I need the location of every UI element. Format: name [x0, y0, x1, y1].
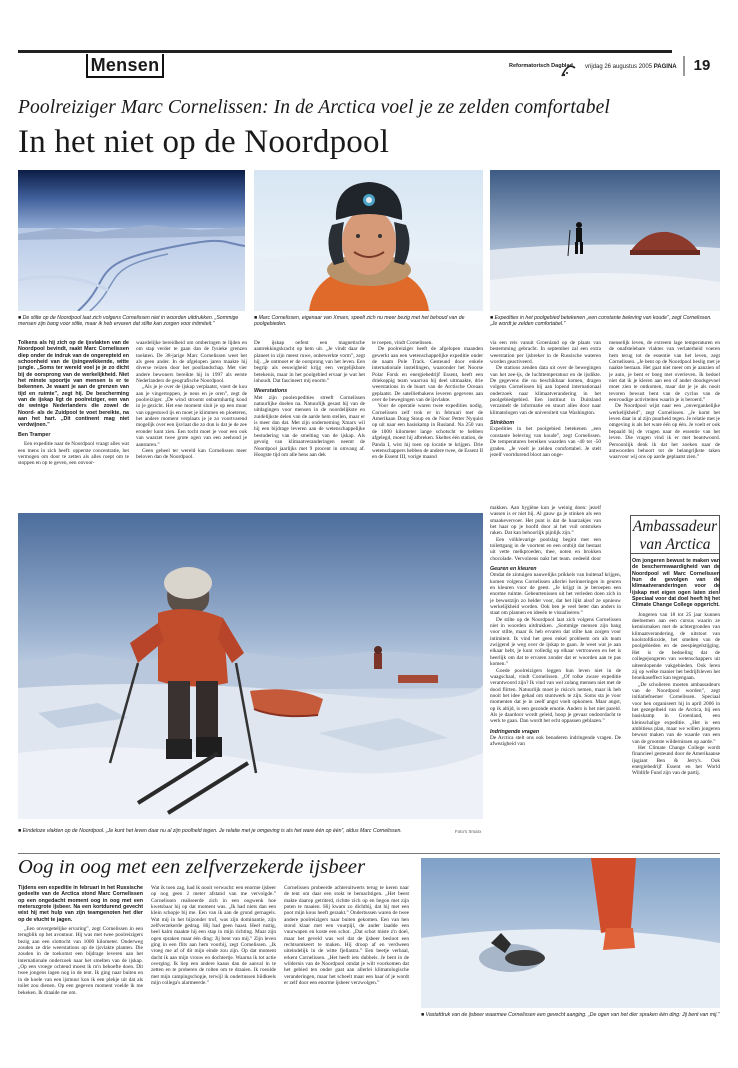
sidebar-body	[632, 558, 720, 848]
paragraph: via een reis vanuit Groenland op de plaats van bestemming gebracht. In september zal een extra weerstation per ijsbreker in de Russische wateren worden geactiveerd.	[490, 340, 601, 366]
page-number: 19	[683, 56, 719, 76]
subheading: Weerstations	[254, 388, 288, 395]
caption-text: Vastafdruk van de ijsbeer waarmee Cornelissen een gevecht aanging. „De ogen van het dier spraken één ding: Jij bent van mij.”	[425, 1012, 720, 1018]
photo-bear-paw	[421, 858, 720, 1008]
article-lead: Tolkens als hij zich op de ijsvlakten van de Noordpool bevindt, raakt Marc Cornelissen diep onder de indruk van de ongerepteid en schoonheid van de ijsingewikkende, witte jungle. „Soms ter wereld voel je je zo dicht bij de oorsprong van de werkelijkheid. Niet het minste spoortje van mensen is er te bekennen. Je waant je aan de grenzen van tijd en ruimte”, zegt hij. De bescherming van de ijskap ligt de poolreiziger, een van de weinige Nederlanders die zowel de Noord- als de Zuidpool te voet bereikte, na aan het hart. „Dit continent mag niet verdwijnen.”	[18, 340, 129, 429]
section-title: Mensen	[86, 54, 164, 78]
date-text: vrijdag 26 augustus 2005	[585, 64, 653, 70]
paragraph: De ijskap oefent een magnetische aantrekkingskracht op hem uit. „Je vindt daar de planeet in zijn meest ruwe, onbewerkte vorm”, zegt hij. „Je ontmoet er de oorsprong van het leven. Een begrip als eeuwigheid krijg een vergelijkbare betekenis, maar in het poolgebied ervaar je wat het inhoudt. Dat fascineert mij enorm.”	[254, 340, 365, 385]
caption-text: Marc Cornelissen, eigenaar van Xmarx, speelt zich nu meer bezig met het behoud van de poolgebieden.	[254, 315, 465, 328]
paragraph: De Arctica stelt ons ook benaderen indringende vragen. De afwezigheid van	[490, 734, 621, 748]
article-column-7	[490, 562, 621, 848]
second-story-column-3	[284, 885, 409, 1055]
paragraph: makken. Aan hygiëne kun je weinig doen: jezelf wassen is er niet bij. Al gauw ga je stinken als een smaakevervoer. Het punt is dat de haarzakjes van het haar op je hoofd door al het vuil ontstoken raken. Dat kan behoorlijk pijnlijk zijn.”	[490, 505, 601, 537]
paragraph: Het Climate Change College wordt financieel gesteund door de Amerikaanse ijsgiant Ben & Jerry's. Ook energiebedrijf Essent en het World Wildlife Fund zijn van de partij.	[632, 744, 720, 777]
paragraph: „Als je je over de ijskap verplaatst, voert de kou aan je vingertoppen, je neus en je oren”, zegt de poolreiziger. „De wind stroomt onbarmhartig koud in je gezicht. Het ene moment sluit je op een muur van opgestuwd ijs en moet je klimmen en ploeteren, het andere moment verplaats je je zo voortvarend mogelijk over een ijsvlaat die zo dun is dat je de zee eronder kunt zien. Een tocht moet je voor een ook van waarzet twee grote ogen van een zeehond je aanstaren.”	[136, 384, 247, 448]
photo-portrait	[254, 170, 483, 311]
paragraph: De stations zenden data uit over de bewegingen van het zee-ijs, de luchttemperatuur en de ijsdikte. De gegevens die nu beschikbaar komen, dragen volgens Cornelissen bij aan lopend internationaal onderzoek naar klimaatverandering in het poolgebiedgebied. Een instituut in Duitsland verzamelt de informatie en stuurt alles door naar klimatologen van de universiteit van Washington.	[490, 365, 601, 416]
paragraph: „De scholieren moeten ambassadeurs van de Noordpool worden”, zegt initiatiefnemer Cornelissen. Speciaal voor hen organiseert hij in april 2006 in het gezegelheid van de Arctica, bij een basiskamp in Groenland, een kleinschalige expeditie. „Het is een ambitieus plan, maar we willen jongeren bewust maken van de waarde van een van de grootste wildernissen op aarde.”	[632, 681, 720, 745]
paragraph: „Een onvergetelijke ervaring”, zegt Cornelissen in een terugblik op het avontuur. Hij was met twee poolreizigers bezig aan een slottocht van 1000 kilometer. Onderweg zouden ze drie weerstations op de ijsvlakte planten. Die zouden in de toekomst een bijdrage leveren aan het internationale onderzoek naar het smelten van de ijskap. „Op een vroege ochtend moest ik m'n behoefte doen. Dit twee jongens lagen nog in de tent. Ik ging naar buiten en in de koele van een ijsmuur kon ik een plekje uit dat als toilet zou dienen. Op een gegeven moment voelde ik me bekeken. Ik draaide me om.	[18, 926, 143, 996]
caption-text: Expedities in het poolgebied betekenen „een constante beleving van koude”, zegt Cornelissen. „Je wordt je zelden comfortabel.”	[490, 315, 712, 328]
second-story-column-2	[151, 885, 276, 1055]
article-column-3	[254, 340, 365, 505]
photo-camp	[490, 170, 720, 311]
paragraph: De stilte op de Noordpool laat zich volgens Cornelissen niet in woorden uitdrukken. „Sommige mensen zijn bang voor stilte, maar ik heb ervaren dat stilte kan zorgen voor intimiteit. Ik vind het geen enkel probleem om als team zwijgend je weg over de ijskap te gaan. Je weet wat je aan elkaar hebt, je kunt volledig op elkaar vertrouwen en het is heerlijk om dat te ervaren zonder dat er woorden aan te pas komen.”	[490, 616, 621, 668]
subheading: Indringende vragen	[490, 728, 540, 735]
second-story-title: Oog in oog met een zelfverzekerde ijsbeer	[18, 856, 366, 878]
caption-ski-tracks: ■ De stilte op de Noordpool laat zich volgens Cornelissen niet in woorden uitdrukken. „Sommige mensen zijn bang voor stilte, maar ik heb ervaren dat stilte kan zorgen voor intimiteit.”	[18, 315, 239, 328]
caption-text: Eindeloze vlakten op de Noordpool. „Je kunt het leven daar nu al zijn poolheld tegen. Je relatie met je omgeving is als het ware één op één”, aldus Marc Cornelissen.	[22, 828, 402, 834]
paper-name: Reformatorisch Dagblad	[509, 63, 573, 69]
photo-credit: Foto's Xmarx	[455, 829, 482, 834]
paragraph: Wat ik toen zag, had ik nooit verwacht: een enorme ijsbeer op nog geen 2 meter afstand van me vervolgde.” Cornelissen realiseerde zich in een oogwenk hoe kwetsbaar hij op dat moment was. „Ik had niets dan een klein schopje bij me. Een van ik aan de grond gernagels. Wat mij in het bijzonder trof, was zijn dominantie, zijn zelfverzekerde gedrag. Hij had geen haast. Heel rustig, heel kalm maakte hij een stap in mijn richting. Maar zijn ogen spraken maar één ding: Jij bent van mij.” Zijn leven ging in een flits aan hem voorbij, zegt Cornelissen. „Ik vroeg me af of dit mijn einde zou zijn. Op dat moment dacht ik aan mijn vrouw en dochtertje. Waarna ik tot actie overging. Ik liep een andere kaaus dan de aanval in te zetten en te proberen de rolten om te draaien. Ik roeulde met mijn campingschopje, terwijl ik ondertussen hiidkeels mijn collega's alarmeerde.”	[151, 885, 276, 987]
paragraph: Jongeren van 18 tot 25 jaar kunnen deelnemen aan een cursus waarin ze kennismaken met de achtergronden van klimaatverandering, de uitstoot van koolstofdioxide, het smelten van de poolgebieden en de zeespiegelstijging. Het is de bedoeling dat de collegejongeren van wetenschappers uit uiteenlopende vakgebieden. Ook leren zij op welke manier het bedrijfsleven het broeikaseffect kan tegengaan.	[632, 611, 720, 682]
photo-ski-tracks	[18, 170, 245, 311]
sidebar-lead: Om jongeren bewust te maken van de beschermwaardigheid van de Noordpool wil Marc Cornelissen hun de gevolgen van de klimaatveranderingen voor de ijskap met eigen ogen laten zien. Speciaal voor dat doel heeft hij het Climate Change College opgericht.	[632, 558, 720, 609]
paragraph: Een vólklevarige poolslag begint met een toilettgang in de voortent en een ontbijt dat bestaat uit vette melkproeden, thee, noten en brokken chocolade. Vervolgens pakt het team, gedeeld door	[490, 536, 601, 560]
paragraph: waardelijke bereidheid om omberingen te lijden en om stap verder te gaan dan de fysieke grenzen toelaten. De 38-jarige Marc Cornelissen weet het als geen ander. In de afgelopen jaren maakte hij diverse reizen door het poollandschap. Met vier andere bewoners bereikte hij in 1997 als eerste Nederlanders de geografische Noordpool.	[136, 340, 247, 385]
section-divider	[18, 853, 720, 854]
paragraph: te roepen, vindt Cornelissen.	[372, 340, 433, 346]
subheading: Geuren en kleuren	[490, 566, 537, 572]
caption-portrait: ■ Marc Cornelissen, eigenaar van Xmarx, speelt zich nu meer bezig met het behoud van de poolgebieden.	[254, 315, 465, 328]
subheading: Stinkbom	[490, 420, 515, 427]
photo-main-skier	[18, 513, 483, 819]
paragraph: Cornelissen probeerde achteruitwerts terug te keren naar de tent om daar een stokt te bemachtigen. „Het beest makte daarop getriterd, richtte zich op en begon met zijn poten te maaien. Hij kwam zo dichtbij, dat hij met een poot mijn kous heeft geraakt.” Ondertussen waren de twee andere poolreizigers naar buiten gekomen. Een van hen stond klaar met een vuurpijl, de ander laadde een vuurwapen en koste een schot. „Dat schot miste z'n doel, maar het geveld was wel dat de ijsbeer besloot een rechtsomkeert te maken. Hij droop af en verdween uiteindelijk in de witte fjellastra.” Een beetje verbaal, erkent Cornelissen. „Het heeft iets dubbels. Je bent in de wildernis van de Noordpool omdat je wilt voorkomen dat het gebied ten onder gaat aan allerlei klimatologische veranderingen, maar het scheelt maar een haar of je wordt er zelf door een enorme ijsbeer verzwolgen.”	[284, 885, 409, 987]
caption-main-photo: ■ Eindeloze vlakten op de Noordpool. „Je kunt het leven daar nu al zijn poolheld tegen. Je relatie met je omgeving is als het ware één op één”, aldus Marc Cornelissen.	[18, 828, 402, 834]
paragraph: Een expeditie naar de Noordpool vraagt alles wat een mens in zich heeft: opperste concentratie, het vermogen om door te zetten als alles roept om te stoppen en op te geven, een onvoor-	[18, 441, 129, 467]
article-column-2	[136, 340, 247, 505]
story-headline: In het niet op de Noordpool	[18, 124, 390, 160]
article-column-4	[372, 340, 483, 505]
story-kicker: Poolreiziger Marc Cornelissen: In de Arctica voel je ze zelden comfortabel	[18, 97, 610, 118]
page-label: PAGINA	[653, 64, 677, 70]
article-column-8	[609, 340, 720, 505]
caption-camp: ■ Expedities in het poolgebied betekenen „een constante beleving van koude”, zegt Cornelissen. „Je wordt je zelden comfortabel.”	[490, 315, 712, 328]
paragraph: Met zijn poolexpedities streeft Cornelissen natuurlijke doelen na. Natuurlijk gesast hij van de uitdagingen voor mensen in de noordelijkste en zuidelijkste delen van de aarde hem stellen, maar er is meer dan dat. Met zijn onderneming Xmarx wil hij een bijdrage leveren aan de wetenschappelijke bestudering van de smelting van de ijskap. Als gevolg van klimaatveranderingen neemt de Noordpool jaarlijks met 9 procent in omvang af. Hoogste tijd om alle hens aan dek	[254, 394, 365, 458]
paragraph: Geen geheel ter wereld kan Cornelissen meer beloven dan de Noordpool.	[136, 447, 247, 461]
header-rule	[18, 50, 672, 53]
paragraph: De Noordpool wijst naar een „onvergankelijke werkelijkheid”, zegt Cornelissen. „Je komt het leven daar in al zijn puurheid tegen. Je relatie met je omgeving is als het ware één op één. Je voelt er ook bepaald bij de vragen naar de essentie van het leven. Die vragen vind ik er met beantwoord. Persoonlijk denk ik dat het zoeken naar de antwoorden behoort tot de belangrijkste taken waarvoor wij ons op aarde geplaatst zien.”	[609, 403, 720, 461]
sidebar-rule	[630, 553, 720, 554]
paragraph: Goede poolreizigers leggen hun leven niet in de waagschaal, vindt Cornelissen. „Of rolke zware expeditie verantwoord zijn? Ik vind van wel zolang mensen niet met de dood flirten. Natuurlijk moet je risico's nemen, maar ik heb nooit het idee gehad om stuntwerk te zijn. Soms sta je voor momenten dat je in zeelf angst voelt opkomen. Maar angst, op ik altijd, is een gezonde emotie. Anders is het niet pareld. Als je daardoor wordt geleid, hoop je gevaar ondoordacht te werk te gaan. Dan wordt het echt oppassen geblazen.”	[490, 667, 621, 725]
article-column-6	[490, 505, 601, 560]
paragraph: menselijk leven, de extreem lage temperaturen en de onafstelebare vlaktes van verlaterheid voeren hem terug tot de essentie van het leven, zegt Cornelissen. „Je bent op de Noordpool beslig met je naakte bestaan. Het gaat niet meer om je aanzien of je auto, je bent er boeg met overleven. Ik bedoel niet dat ik je kleren aan een of ander doodsgevoel moet zien te ontkomen, maar dat je je als nooit tevoren bewust bent van de cyclus van de eenvoudige activiteiten waarin je is beroerd.”	[609, 340, 720, 404]
paragraph: De poolreiziger heeft de afgelopen maanden gewerkt aan een wetenschappelijke expeditie onder de naam Pole Track. Gesteund door enkele internationale instellingen, waaronder het Noorse Polar Forsk en energiebedrijf Essent, heeft een driekoppig team waarvan hij deel uitmaakte, drie weerstations in de buurt van de Arctische Oceaan geplaatst. De satellietbakens leveren gegevens aan over de bewegingen van de ijsvlakte.	[372, 346, 483, 404]
paragraph: Voor de operatie waren twee expedities nodig. Cornelissen zelf trok er in februari met de Amerikaan Doug Stoup en de Noor Petter Nyquist op uit naar een basiskamp in Rusland. Na 250 van de 1000 kilometer lange schotscht te hebben afgelegd, moest hij afbreken. Skeltes één station, de Panda I, wist hij toen op locatie te krijgen. Drie wetenschappers hebben de andere twee, de Essent II en de Essent III, vorige maand	[372, 403, 483, 461]
caption-text: De stilte op de Noordpool laat zich volgens Cornelissen niet in woorden uitdrukken. „Sommige mensen zijn bang voor stilte, maar ik heb ervaren dat stilte kan zorgen voor intimiteit.”	[18, 315, 239, 328]
second-story-column-1	[18, 885, 143, 1055]
byline: Ben Tramper	[18, 431, 51, 438]
article-column-5	[490, 340, 601, 505]
paragraph: Expedities in het poolgebied betekenen „een constante beleving van koude”, zegt Cornelissen. De temperaturen bereiken waarden van -40 tot -50 graden. „Je voelt je zelden comfortabel. Je stelt jezelf voortdurend bloot aan onge-	[490, 426, 601, 458]
caption-bear: ■ Vastafdruk van de ijsbeer waarmee Cornelissen een gevecht aanging. „De ogen van het dier spraken één ding: Jij bent van mij.”	[421, 1012, 720, 1018]
sidebar-title: Ambassadeur van Arctica	[632, 518, 718, 553]
second-story-lead: Tijdens een expeditie in februari in het Russische gedeelte van de Arctica stond Marc Cornelissen op een ongedacht moment oog in oog met een meterszgrote ijsbeer. Na een kortdurend gevecht wist hij met hulp van zijn teamgenoten het dier op de vlucht te jagen.	[18, 885, 143, 923]
paper-logo-icon	[558, 60, 578, 80]
paragraph: Omdat de zintuigen nauwelijks prikkels van buitenaf krijgen, komen volgens Cornelissen allerlei herinneringen in geuren en kleuren voor de geest. „Je krijgt in je beroepen een enorme ruimte. Gebeurtenissen uit het verleden doen zich in je bewustzijn zo helder voor, dat het lijkt alsof ze opnieuw werkelijkheid worden. Ook ben je veel beter dan anders in staat om plannen en ideeën te visualiseren.”	[490, 572, 621, 617]
article-column-1	[18, 340, 129, 505]
page-date	[585, 64, 677, 70]
